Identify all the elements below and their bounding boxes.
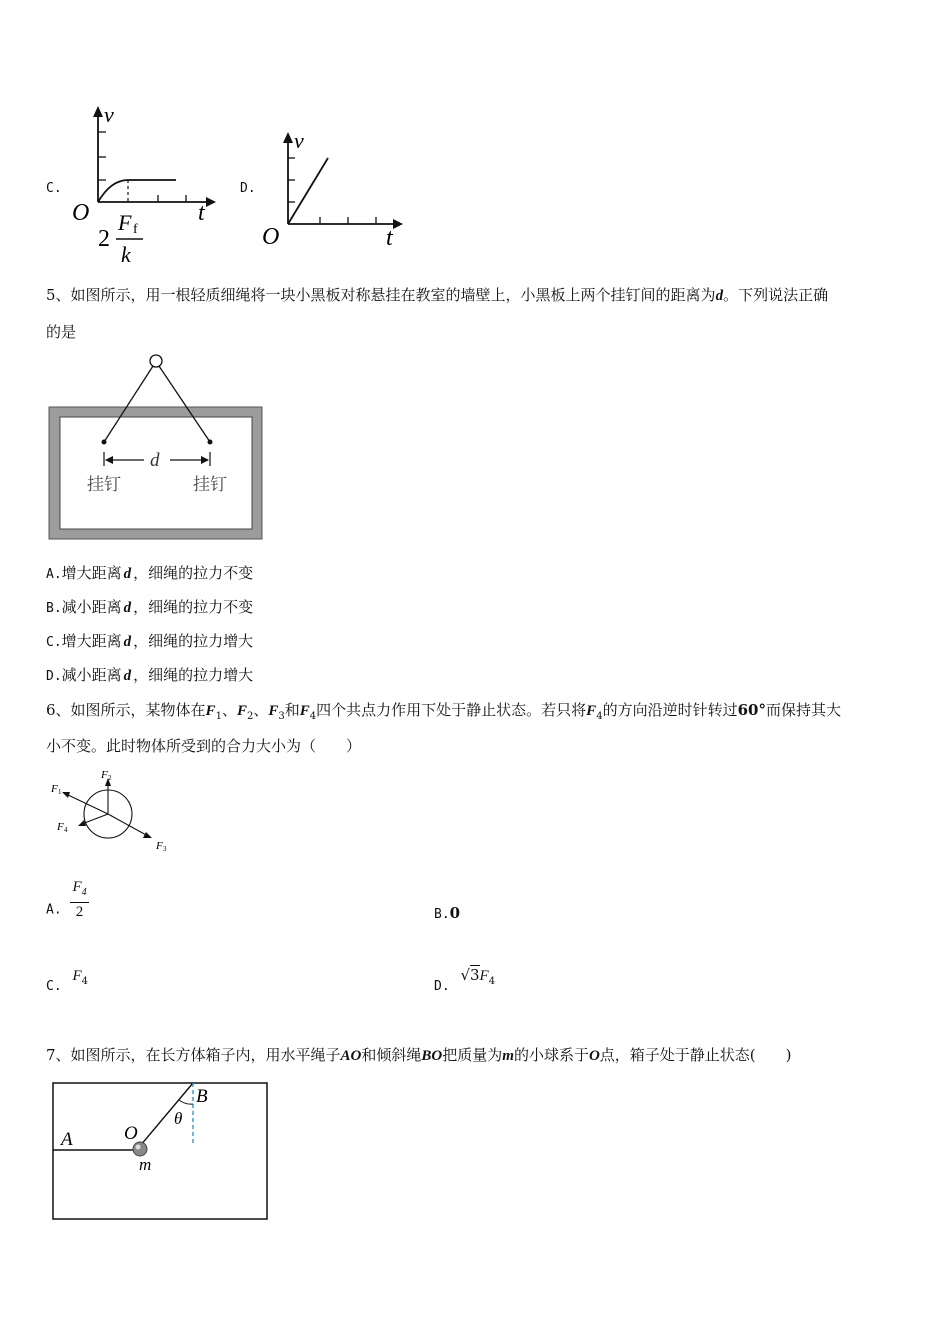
option-c-letter: C. xyxy=(46,181,62,196)
tick-denominator: k xyxy=(121,242,131,267)
f1-label: F xyxy=(51,783,58,795)
svg-text:2: 2 xyxy=(108,774,112,782)
question-5-option-d[interactable]: D.减小距离 d ，细绳的拉力增大 xyxy=(46,666,254,684)
nail-left-label: 挂钉 xyxy=(87,475,121,494)
tick-numerator: F xyxy=(118,210,132,235)
svg-text:3: 3 xyxy=(163,845,167,853)
point-b-label: B xyxy=(196,1086,208,1107)
question-6-option-c[interactable]: C. $F_4$ xyxy=(46,968,88,994)
question-5-option-c[interactable]: C.增大距离 d ，细绳的拉力增大 xyxy=(46,632,254,650)
question-5-option-b[interactable]: B.减小距离 d ，细绳的拉力不变 xyxy=(46,598,254,616)
tick-numerator-sub: f xyxy=(133,222,138,237)
question-6-option-a[interactable]: A. $\frac{F_4}{2}$ xyxy=(46,879,87,920)
distance-d-label: d xyxy=(150,450,160,471)
theta-label: θ xyxy=(174,1109,183,1128)
origin-label: O xyxy=(262,224,280,250)
blackboard-figure xyxy=(46,350,268,545)
question-6-stem-line2: 小不变。此时物体所受到的合力大小为（ ） xyxy=(46,737,362,755)
tick-coefficient: 2 xyxy=(98,226,110,252)
point-o-label: O xyxy=(124,1123,138,1144)
point-a-label: A xyxy=(61,1129,73,1150)
origin-label: O xyxy=(72,200,90,226)
force-diagram xyxy=(46,764,176,856)
question-5-stem-line2: 的是 xyxy=(46,323,77,341)
question-6-option-b[interactable]: B.0 xyxy=(434,904,461,922)
t-axis-label: t xyxy=(386,225,393,251)
f2-label: F xyxy=(101,769,108,781)
question-5-stem-line1: 5、如图所示，用一根轻质细绳将一块小黑板对称悬挂在教室的墙壁上，小黑板上两个挂钉间的距离为d。下列说法正确 xyxy=(46,286,829,304)
question-6-stem-line1: 6、如图所示，某物体在$F_1$、$F_2$、$F_3$和$F_4$四个共点力作用下处于静止状态。若只将$F_4$的方向沿逆时针转过60°而保持其大 xyxy=(46,701,841,722)
svg-text:4: 4 xyxy=(64,826,68,834)
question-5-option-a[interactable]: A.增大距离 d ，细绳的拉力不变 xyxy=(46,564,254,582)
nail-right-label: 挂钉 xyxy=(193,475,227,494)
box-figure xyxy=(46,1078,272,1226)
f3-label: F xyxy=(156,840,163,852)
svg-text:1: 1 xyxy=(58,788,62,796)
mass-m-label: m xyxy=(139,1155,152,1174)
t-axis-label: t xyxy=(198,200,205,226)
velocity-graph-d xyxy=(258,128,408,253)
question-7-stem: 7、如图所示，在长方体箱子内，用水平绳子AO和倾斜绳BO把质量为m的小球系于O点，箱子处于静止状态( ) xyxy=(46,1046,792,1064)
v-axis-label: v xyxy=(104,102,114,127)
question-6-option-d[interactable]: D. $√3F_4$ xyxy=(434,966,496,994)
option-d-letter: D. xyxy=(240,181,256,196)
f4-label: F xyxy=(57,821,64,833)
v-axis-label: v xyxy=(294,128,304,153)
velocity-graph-c xyxy=(66,100,226,270)
